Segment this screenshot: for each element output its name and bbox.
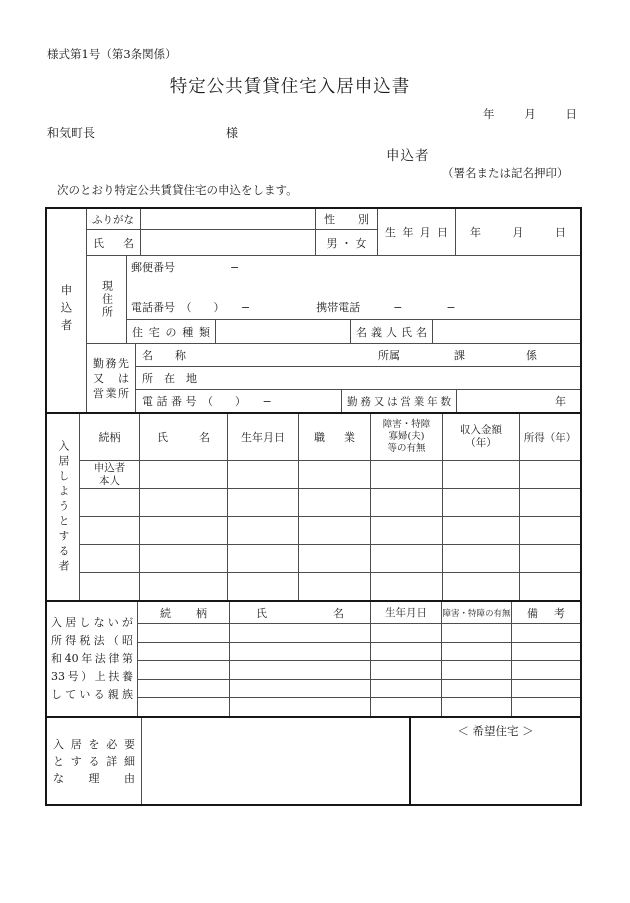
empty-cell [442, 545, 519, 572]
dependents-row-4 [138, 679, 580, 698]
workplace-phone-row [136, 389, 580, 412]
unit-label: 係 [526, 349, 537, 362]
empty-cell [511, 680, 580, 698]
empty-cell [227, 489, 298, 516]
empty-cell [441, 698, 511, 716]
col-relation: 続柄 [160, 606, 207, 620]
empty-cell [298, 545, 370, 572]
empty-cell [370, 643, 441, 661]
empty-cell [229, 680, 370, 698]
reason-section [47, 716, 580, 804]
household-row-4 [80, 544, 580, 572]
empty-cell [442, 461, 519, 488]
address-cell [127, 256, 580, 319]
workplace-name-row [136, 344, 580, 366]
household-header-row [80, 414, 580, 460]
service-years-value-cell: 年 [456, 390, 580, 412]
housing-type-value-cell [216, 320, 351, 343]
department-label: 所属 [378, 349, 400, 362]
desired-housing-box [409, 716, 582, 806]
empty-cell [138, 680, 229, 698]
dependents-row-5 [138, 697, 580, 716]
current-address-row [87, 255, 580, 343]
col-name: 氏名 [139, 414, 227, 460]
empty-cell [442, 573, 519, 600]
empty-cell [511, 624, 580, 642]
name-row [87, 209, 580, 255]
gender-label: 性別 [316, 209, 377, 230]
household-row-1 [80, 460, 580, 488]
applicant-section [47, 209, 580, 412]
empty-cell [441, 624, 511, 642]
workplace-row [87, 343, 580, 412]
col-disability: 障害・特障 寡婦(夫) 等の有無 [370, 414, 442, 460]
current-address-side-label: 現住所 [87, 256, 127, 343]
empty-cell [138, 698, 229, 716]
workplace-phone-label: 電 話 番 号 （ ） − [142, 395, 272, 408]
empty-cell [511, 698, 580, 716]
empty-cell [370, 680, 441, 698]
empty-cell [229, 643, 370, 661]
empty-cell [138, 661, 229, 679]
birthdate-label: 生年月日 [378, 209, 456, 255]
empty-cell [370, 573, 442, 600]
empty-cell [227, 573, 298, 600]
date-line [483, 106, 577, 122]
postal-code-line: 郵便番号 − [131, 261, 240, 274]
empty-cell [370, 698, 441, 716]
col-disability: 障害・特障の有無 [441, 602, 511, 623]
col-earnings: 所得（年） [519, 414, 580, 460]
addressee-name: 和気町長 [47, 126, 96, 140]
workplace-address-label: 所 在 地 [142, 372, 197, 385]
service-years-label: 勤務又は営業年数 [341, 390, 456, 412]
signature-note: （署名または記名押印） [442, 166, 569, 180]
empty-cell [229, 698, 370, 716]
col-birthdate: 生年月日 [370, 602, 441, 623]
mobile-phone-line: 携帯電話 − − [316, 301, 456, 314]
name-label: 氏名 [93, 236, 134, 250]
intro-sentence: 次のとおり特定公共賃貸住宅の申込をします。 [57, 183, 298, 197]
furigana-label: ふりがな [87, 209, 140, 230]
col-occupation: 職業 [298, 414, 370, 460]
section-label: 課 [454, 349, 465, 362]
addressee-honorific: 様 [226, 126, 239, 140]
empty-cell [298, 461, 370, 488]
dependents-row-1 [138, 623, 580, 642]
empty-cell [519, 545, 580, 572]
col-relation: 続柄 [98, 431, 121, 444]
empty-cell [511, 661, 580, 679]
empty-cell [138, 624, 229, 642]
name-input-area [141, 209, 316, 255]
empty-cell [370, 461, 442, 488]
gender-options: 男 ・ 女 [326, 236, 367, 250]
empty-cell [139, 517, 227, 544]
dependents-header-row [138, 602, 580, 623]
application-form-table [45, 207, 582, 806]
workplace-address-row [136, 366, 580, 389]
relation-cell: 申込者 本人 [93, 462, 126, 487]
empty-cell [80, 517, 139, 544]
workplace-name-label: 名 称 [142, 349, 186, 362]
phone-line: 電話番号 （ ） − [131, 301, 251, 314]
empty-cell [227, 545, 298, 572]
col-name: 氏名 [229, 602, 370, 623]
form-number: 様式第1号（第3条関係） [47, 47, 177, 61]
empty-cell [80, 573, 139, 600]
day-label: 日 [565, 107, 577, 121]
empty-cell [298, 489, 370, 516]
empty-cell [139, 545, 227, 572]
col-remarks: 備考 [511, 602, 580, 623]
household-side-label: 入居しようとする者 [47, 414, 80, 600]
household-row-3 [80, 516, 580, 544]
empty-cell [139, 573, 227, 600]
year-label: 年 [483, 107, 495, 121]
household-row-2 [80, 488, 580, 516]
empty-cell [519, 573, 580, 600]
col-birthdate: 生年月日 [227, 414, 298, 460]
applicant-label: 申込者 [386, 148, 430, 164]
holder-name-label: 名義人氏名 [351, 320, 433, 343]
dependents-section [47, 600, 580, 716]
empty-cell [298, 517, 370, 544]
empty-cell [442, 489, 519, 516]
holder-name-value-cell [433, 320, 580, 343]
empty-cell [370, 489, 442, 516]
col-income: 収入金額 （年） [442, 414, 519, 460]
dependents-side-label: 入居しないが 所得税法（昭 和40年法律第 33号）上扶養 している親族 [47, 602, 138, 716]
empty-cell [370, 545, 442, 572]
empty-cell [370, 517, 442, 544]
empty-cell [298, 573, 370, 600]
desired-housing-label: ＜ 希望住宅 ＞ [457, 724, 534, 738]
empty-cell [441, 680, 511, 698]
empty-cell [80, 545, 139, 572]
addressee-line [47, 124, 238, 141]
empty-cell [519, 461, 580, 488]
empty-cell [519, 489, 580, 516]
empty-cell [441, 661, 511, 679]
empty-cell [138, 643, 229, 661]
workplace-side-label: 勤務先 又は 営業所 [87, 344, 136, 412]
birthdate-value-cell: 年 月 日 [470, 226, 566, 239]
empty-cell [441, 643, 511, 661]
empty-cell [229, 624, 370, 642]
empty-cell [511, 643, 580, 661]
empty-cell [80, 489, 139, 516]
empty-cell [519, 517, 580, 544]
empty-cell [139, 489, 227, 516]
reason-side-label: 入居を必要 とする詳細 な理由 [47, 718, 142, 804]
empty-cell [370, 624, 441, 642]
empty-cell [229, 661, 370, 679]
empty-cell [227, 461, 298, 488]
name-value-cell [141, 230, 315, 255]
household-row-5 [80, 572, 580, 600]
household-section [47, 412, 580, 600]
dependents-row-3 [138, 660, 580, 679]
dependents-row-2 [138, 642, 580, 661]
furigana-value-cell [141, 209, 315, 230]
month-label: 月 [524, 107, 536, 121]
empty-cell [139, 461, 227, 488]
empty-cell [442, 517, 519, 544]
empty-cell [370, 661, 441, 679]
page-title: 特定公共賃貸住宅入居申込書 [169, 77, 411, 97]
applicant-side-label: 申込者 [47, 209, 87, 412]
empty-cell [227, 517, 298, 544]
housing-type-label: 住宅の種類 [127, 320, 216, 343]
